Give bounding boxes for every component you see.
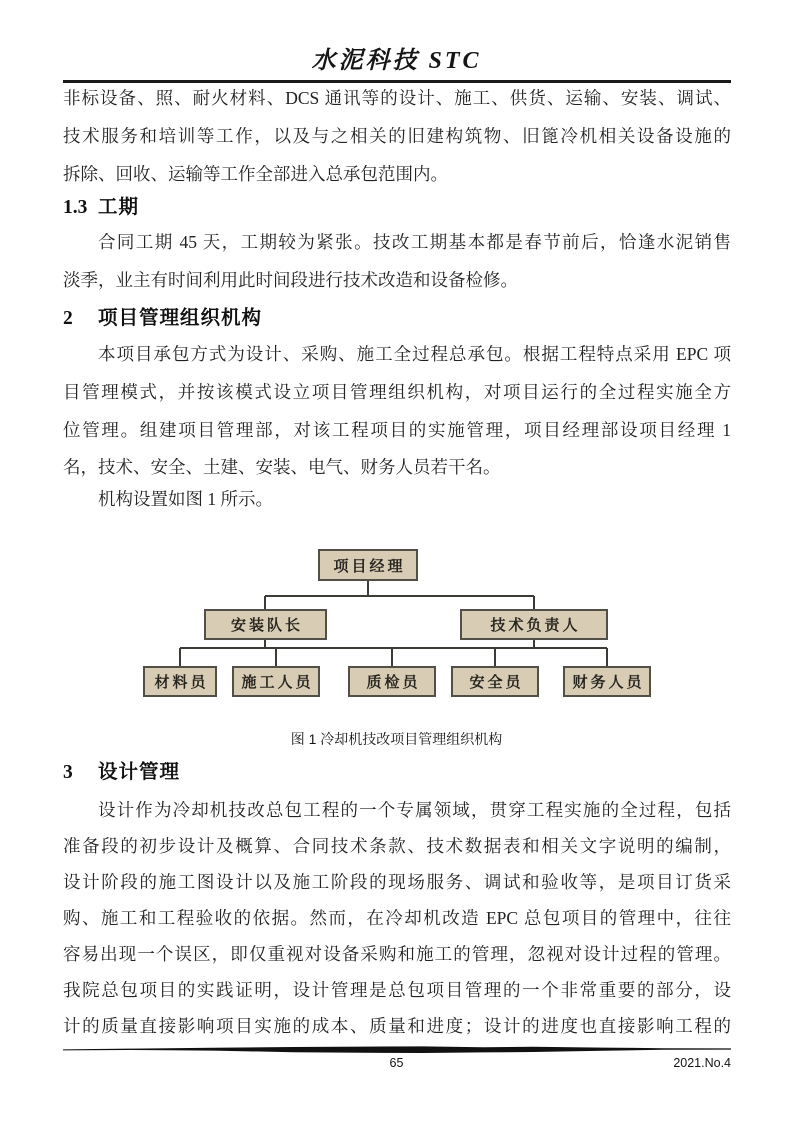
org-chart-figure xyxy=(0,545,793,705)
body-line: 机构设置如图 1 所示。 xyxy=(98,489,273,509)
heading-3-design-management xyxy=(63,756,731,789)
footer-rule xyxy=(63,1044,731,1056)
body-line: 我院总包项目的实践证明，设计管理是总包项目管理的一个非常重要的部分，设 xyxy=(63,980,731,1000)
heading-number: 1.3 xyxy=(63,197,88,218)
heading-2-organization xyxy=(63,302,731,335)
org-node-construction-staff: 施工人员 xyxy=(232,666,320,697)
org-node-quality-inspector: 质检员 xyxy=(348,666,436,697)
org-node-safety-officer: 安全员 xyxy=(451,666,539,697)
heading-text: 项目管理组织机构 xyxy=(98,307,263,329)
heading-text: 设计管理 xyxy=(98,761,181,783)
paragraph-duration xyxy=(63,224,731,300)
org-node-finance-staff: 财务人员 xyxy=(563,666,651,697)
body-line: 淡季，业主有时间利用此时间段进行技术改造和设备检修。 xyxy=(63,269,518,290)
body-line: 设计阶段的施工图设计以及施工阶段的现场服务、调试和验收等，是项目订货采 xyxy=(63,872,731,892)
journal-title: 水泥科技 STC xyxy=(311,48,482,74)
body-line: 容易出现一个误区，即仅重视对设备采购和施工的管理，忽视对设计过程的管理。 xyxy=(63,944,731,964)
paragraph-scope-continued xyxy=(63,80,731,193)
org-node-material-clerk: 材料员 xyxy=(143,666,217,697)
heading-number: 2 xyxy=(63,308,73,329)
heading-number: 3 xyxy=(63,762,73,783)
body-line: 合同工期 45 天，工期较为紧张。技改工期基本都是春节前后，恰逢水泥销售 xyxy=(98,232,731,252)
org-node-project-manager: 项目经理 xyxy=(318,549,418,581)
paragraph-organization xyxy=(63,336,731,487)
footer-issue-number: 2021.No.4 xyxy=(673,1056,731,1070)
body-line: 技术服务和培训等工作，以及与之相关的旧建构筑物、旧篦冷机相关设备设施的 xyxy=(63,125,731,146)
heading-text: 工期 xyxy=(98,196,140,218)
body-line: 计的质量直接影响项目实施的成本、质量和进度；设计的进度也直接影响工程的 xyxy=(63,1016,731,1036)
org-node-install-team-leader: 安装队长 xyxy=(204,609,327,640)
body-line: 名，技术、安全、土建、安装、电气、财务人员若干名。 xyxy=(63,457,501,478)
body-line: 非标设备、照、耐火材料、DCS 通讯等的设计、施工、供货、运输、安装、调试、 xyxy=(63,88,731,108)
body-line: 设计作为冷却机技改总包工程的一个专属领域，贯穿工程实施的全过程，包括 xyxy=(98,800,731,820)
footer-page-number: 65 xyxy=(389,1056,404,1070)
body-line: 目管理模式，并按该模式设立项目管理组织机构，对项目运行的全过程实施全方 xyxy=(63,381,731,402)
body-line: 准备段的初步设计及概算、合同技术条款、技术数据表和相关文字说明的编制， xyxy=(63,836,731,856)
body-line: 位管理。组建项目管理部，对该工程项目的实施管理，项目经理部设项目经理 1 xyxy=(63,419,731,440)
paragraph-figure-reference xyxy=(63,481,731,519)
heading-1-3-duration xyxy=(63,191,731,224)
figure-caption: 图 1 冷却机技改项目管理组织机构 xyxy=(290,731,503,747)
body-line: 购、施工和工程验收的依据。然而，在冷却机改造 EPC 总包项目的管理中，往往 xyxy=(63,908,731,928)
body-line: 拆除、回收、运输等工作全部进入总承包范围内。 xyxy=(63,163,448,184)
body-line: 本项目承包方式为设计、采购、施工全过程总承包。根据工程特点采用 EPC 项 xyxy=(98,344,731,364)
paragraph-design-management xyxy=(63,792,731,1044)
org-node-technical-director: 技术负责人 xyxy=(460,609,608,640)
